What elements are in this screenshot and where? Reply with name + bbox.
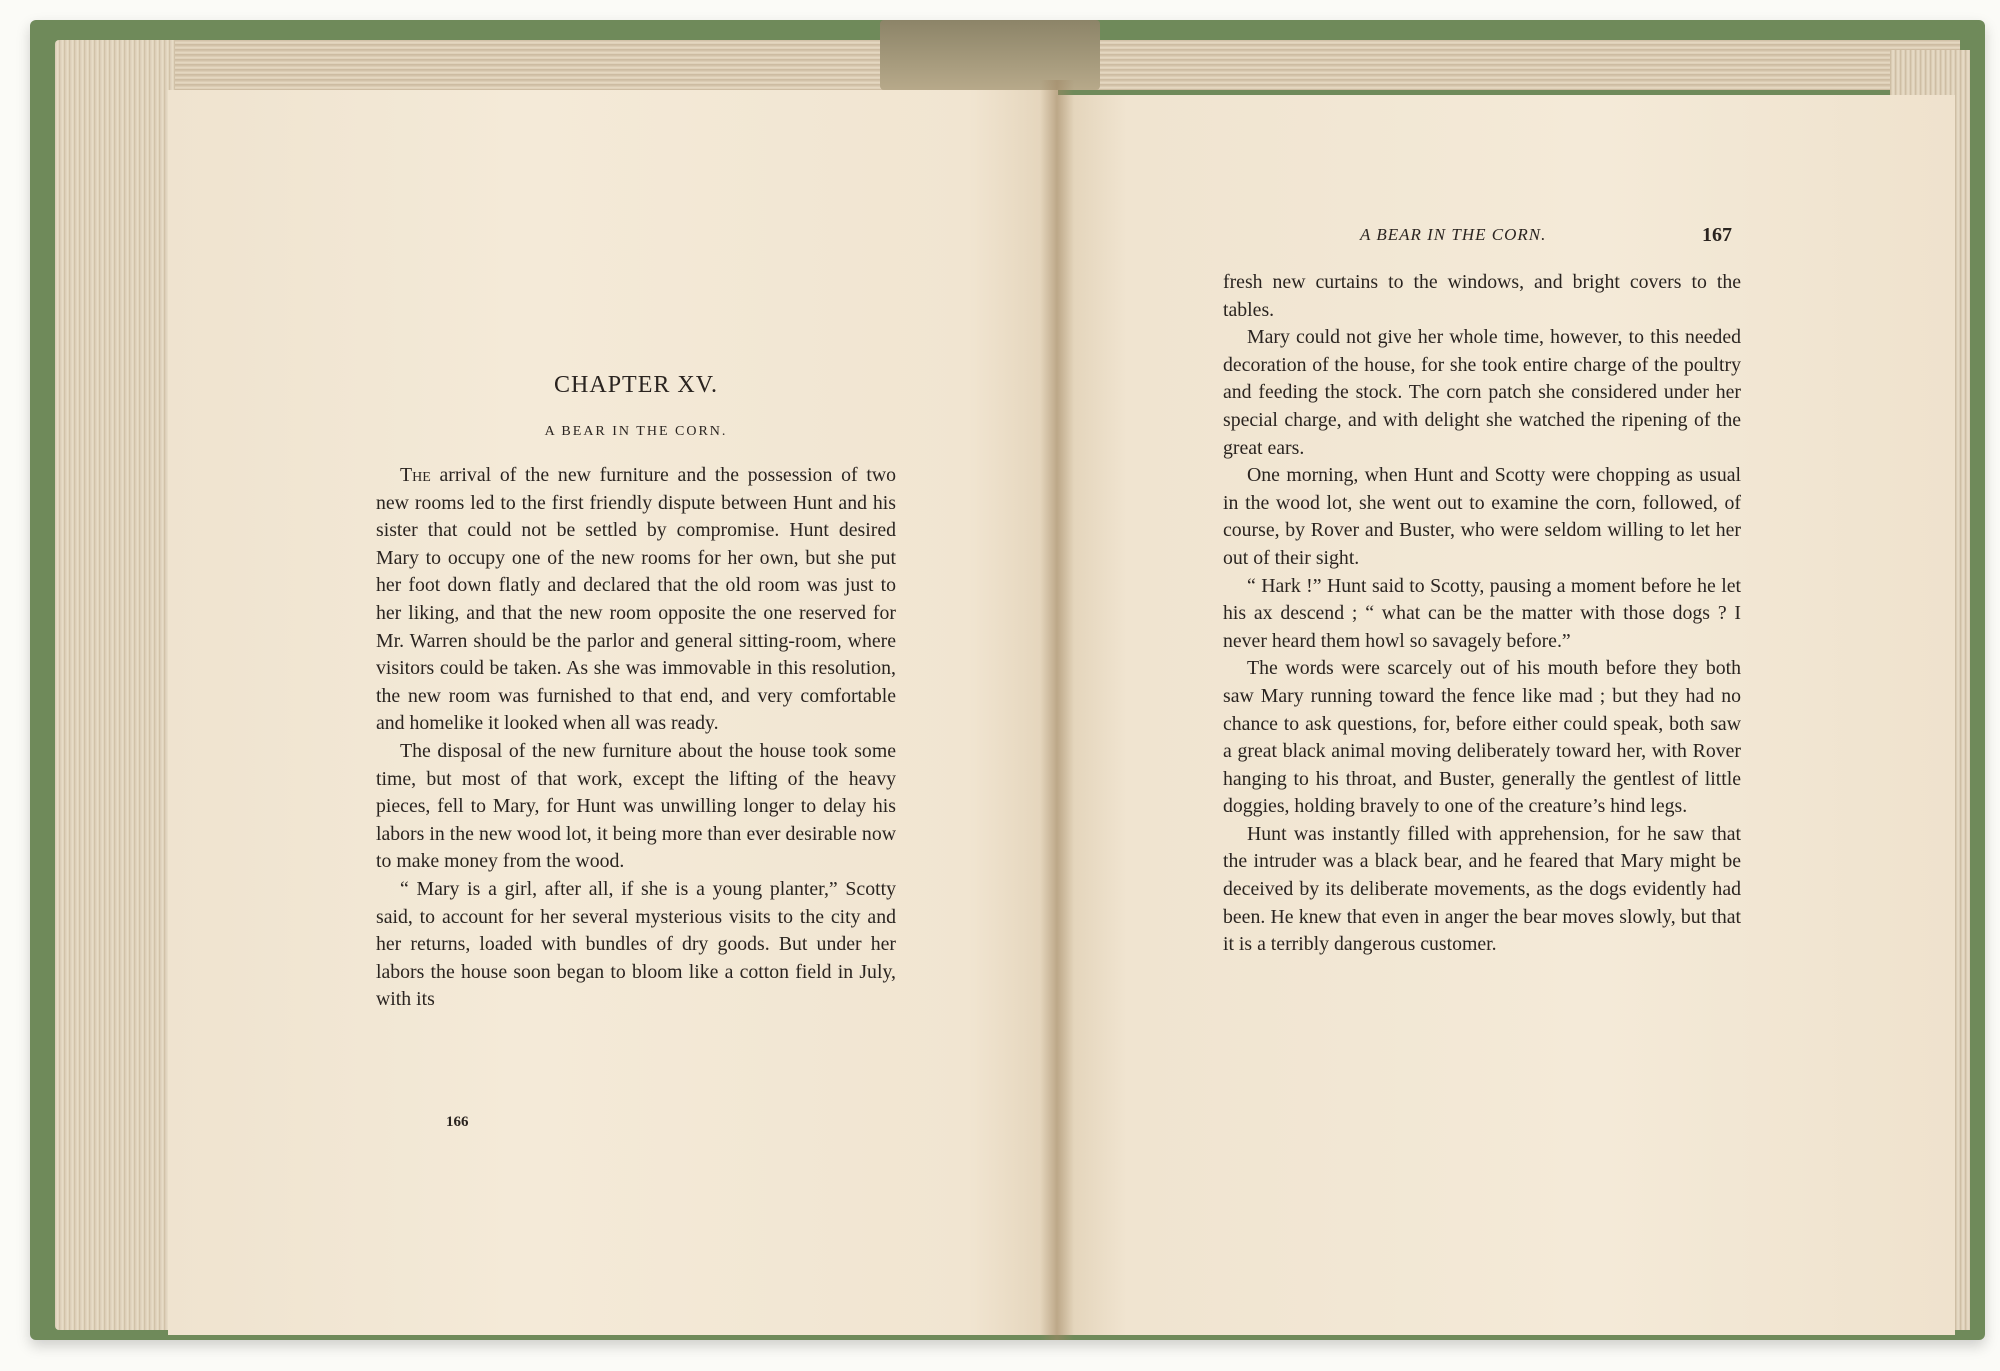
page-number-right: 167	[1702, 224, 1732, 246]
paragraph	[376, 462, 896, 738]
page-edges-left	[55, 40, 175, 1330]
first-word: The	[400, 464, 431, 486]
paragraph: “ Mary is a girl, after all, if she is a young planter,” Scotty said, to account for her several mysterious visits to the city and her returns, loaded with bundles of dry goods. But under her labors the house soon began to bloom like a cotton field in July, with its	[376, 877, 896, 1011]
paragraph: fresh new curtains to the windows, and bright covers to the tables.	[1223, 271, 1741, 321]
paragraph: The disposal of the new furniture about the house took some time, but most of that work, except the lifting of the heavy pieces, fell to Mary, for Hunt was unwilling longer to delay his labors in the new wood lot, it being more than ever desirable now to make money from the wood.	[376, 739, 896, 873]
chapter-subtitle: A BEAR IN THE CORN.	[544, 424, 728, 439]
running-head: A BEAR IN THE CORN.	[1360, 225, 1547, 244]
paragraph: Mary could not give her whole time, however, to this needed decoration of the house, for she took entire charge of the poultry and feeding the stock. The corn patch she considered under her special charge, and with delight she watched the ripening of the great ears.	[1223, 326, 1741, 459]
right-page-text	[1223, 269, 1741, 959]
paragraph: The words were scarcely out of his mouth before they both saw Mary running toward the fence like mad ; but they had no chance to ask questions, for, before either could speak, both saw a great black animal moving deliberately toward her, with Rover hanging to his throat, and Buster, generally the gentlest of little doggies, holding bravely to one of the creature’s hind legs.	[1223, 657, 1741, 818]
paragraph: Hunt was instantly filled with apprehension, for he saw that the intruder was a black bear, and he feared that Mary might be deceived by its deliberate movements, as the dogs evidently had been. He knew that even in anger the bear moves slowly, but that it is a terribly dangerous customer.	[1223, 822, 1741, 956]
paragraph: “ Hark !” Hunt said to Scotty, pausing a moment before he let his ax descend ; “ what can be the matter with those dogs ? I never heard them howl so savagely before.”	[1223, 574, 1741, 652]
paragraph-text: arrival of the new furniture and the possession of two new rooms led to the first friendly dispute between Hunt and his sister that could not be settled by compromise. Hunt desired Mary to occupy one of the new rooms for her own, but she put her foot down flatly and declared that the old room was just to her liking, and that the new room opposite the one reserved for Mr. Warren should be the parlor and general sitting-room, where visitors could be taken. As she was immovable in this resolution, the new room was furnished to that end, and very comfortable and homelike it looked when all was ready.	[376, 464, 896, 735]
paragraph: One morning, when Hunt and Scotty were chopping as usual in the wood lot, she went out to examine the corn, followed, of course, by Rover and Buster, who were seldom willing to let her out of their sight.	[1223, 464, 1741, 569]
book-gutter	[1040, 80, 1074, 1340]
page-number-left: 166	[446, 1114, 469, 1130]
chapter-title: CHAPTER XV.	[554, 372, 718, 398]
left-page-text	[376, 462, 896, 1014]
